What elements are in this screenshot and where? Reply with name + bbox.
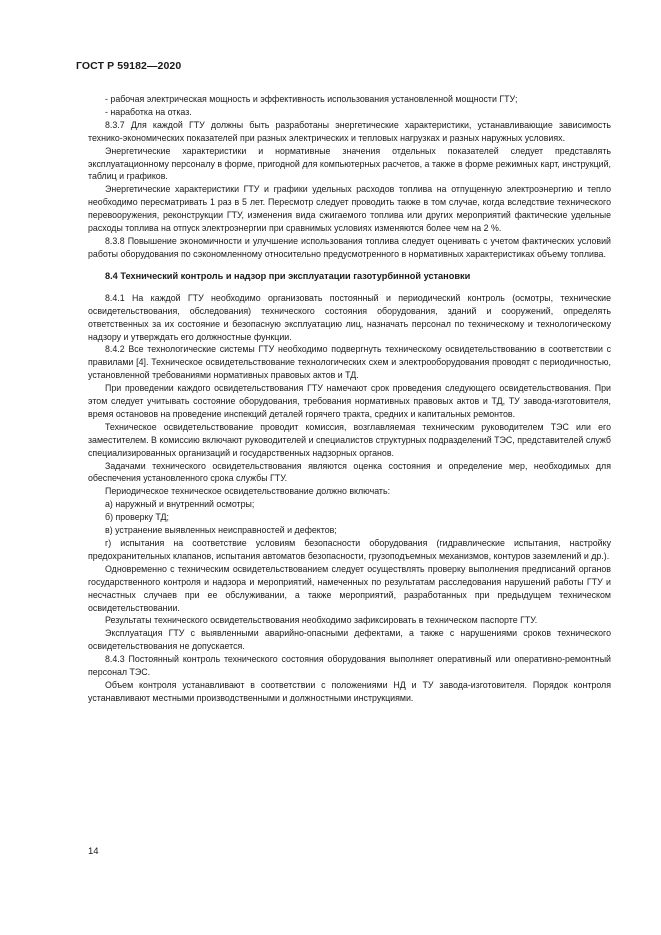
list-item: г) испытания на соответствие условиям безопасности оборудования (гидравлические испытания, настройку предохранительных клапанов, испытания автоматов безопасности, грузоподъемных механизмов, контуров заземлений и др.).	[88, 538, 611, 561]
list-item: в) устранение выявленных неисправностей и дефектов;	[105, 525, 337, 536]
paragraph: Энергетические характеристики и нормативные значения отдельных показателей следует представлять эксплуатационному персоналу в форме, пригодной для компьютерных расчетов, а также в форме режимных карт, инструкций, таблиц и графиков.	[88, 145, 611, 182]
paragraph: 8.4.2 Все технологические системы ГТУ необходимо подвергнуть техническому освидетельствованию в соответствии с правилами [4]. Техническое освидетельствование технологических схем и электрооборудования проводят с периодичностью, установленной требованиями нормативных правовых актов и ТД.	[88, 344, 611, 381]
paragraph: Эксплуатация ГТУ с выявленными аварийно-опасными дефектами, а также с нарушениями сроков технического освидетельствования не допускается.	[88, 628, 611, 652]
paragraph: 8.4.3 Постоянный контроль технического состояния оборудования выполняет оперативный или оперативно-ремонтный персонал ТЭС.	[88, 654, 611, 678]
paragraph: Техническое освидетельствование проводит комиссия, возглавляемая техническим руководителем ТЭС или его заместителем. В комиссию включают руководителей и специалистов структурных подразделений ТЭС, представителей служб специализированных организаций и государственных надзорных органов.	[88, 421, 611, 458]
list-item: а) наружный и внутренний осмотры;	[105, 499, 255, 510]
paragraph: Результаты технического освидетельствования необходимо зафиксировать в техническом паспорте ГТУ.	[105, 615, 538, 626]
paragraph: Объем контроля устанавливают в соответствии с положениями НД и ТУ завода-изготовителя. Порядок контроля устанавливают местными производственными и должностными инструкциями.	[88, 679, 611, 703]
paragraph: 8.3.8 Повышение экономичности и улучшение использования топлива следует оценивать с учетом фактических условий работы оборудования по сэкономленному относительно предусмотренного в нормативных характеристиках объему топлива.	[88, 235, 611, 259]
paragraph: - рабочая электрическая мощность и эффективность использования установленной мощности ГТУ;	[105, 94, 518, 104]
paragraph: 8.3.7 Для каждой ГТУ должны быть разработаны энергетические характеристики, устанавливающие зависимость технико-экономических показателей при разных электрических и тепловых нагрузках и разных наружных условиях.	[88, 119, 611, 143]
paragraph: Одновременно с техническим освидетельствованием следует осуществлять проверку выполнения предписаний органов государственного контроля и надзора и мероприятий, намеченных по результатам расследования нарушений работы ГТУ и несчастных случаев при ее обслуживании, а также мероприятий, разработанных при предыдущем техническом освидетельствовании.	[88, 563, 611, 613]
list-item: б) проверку ТД;	[105, 512, 169, 523]
page-number: 14	[88, 846, 99, 857]
document-body	[88, 93, 611, 705]
paragraph: 8.4.1 На каждой ГТУ необходимо организовать постоянный и периодический контроль (осмотры, технические освидетельствования, обследования) технического состояния оборудования, зданий и сооружений, определять ответственных за их состояние и безопасную эксплуатацию лиц, назначать персонал по техническому и технологическому надзору и утверждать его должностные функции.	[88, 292, 611, 342]
section-heading: 8.4 Технический контроль и надзор при эксплуатации газотурбинной установки	[105, 270, 471, 281]
paragraph: Периодическое техническое освидетельствование должно включать:	[105, 486, 391, 497]
paragraph: Энергетические характеристики ГТУ и графики удельных расходов топлива на отпущенную электроэнергию и тепло необходимо пересматривать 1 раз в 5 лет. Пересмотр следует проводить также в том случае, когда вследствие технического перевооружения, реконструкции ГТУ, изменения вида сжигаемого топлива или других мероприятий фактические удельные расходы топлива на отпуск электроэнергии при сравнимых условиях изменяются более чем на 2 %.	[88, 184, 611, 234]
paragraph: При проведении каждого освидетельствования ГТУ намечают срок проведения следующего освидетельствования. При этом следует учитывать состояние оборудования, требования нормативных правовых актов и ТД, ТУ завода-изготовителя, время остановов на проведение инспекций деталей горячего тракта, средних и капитальных ремонтов.	[88, 383, 611, 419]
document-header-id: ГОСТ Р 59182—2020	[76, 60, 182, 72]
paragraph: Задачами технического освидетельствования являются оценка состояния и определение мер, необходимых для обеспечения установленного срока службы ГТУ.	[88, 460, 611, 484]
paragraph: - наработка на отказ.	[105, 106, 192, 117]
